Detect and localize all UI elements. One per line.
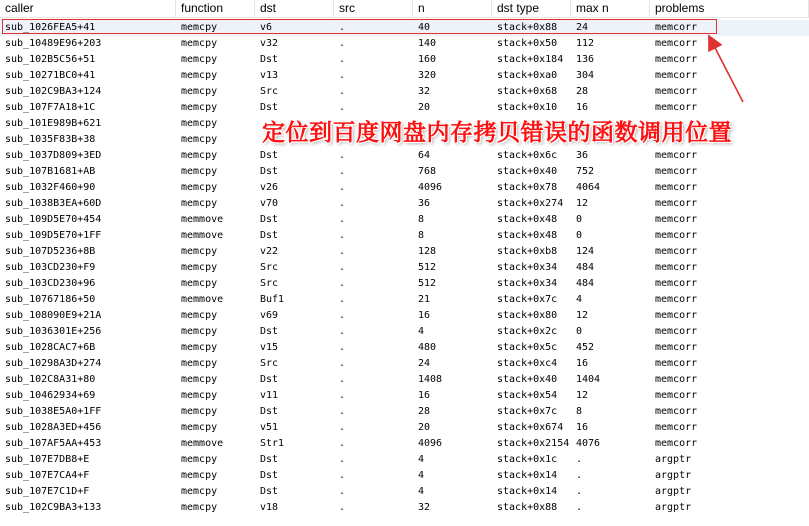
- cell-max-n: 28: [576, 86, 589, 97]
- cell-dst: Src: [260, 278, 279, 289]
- cell-src: .: [339, 102, 346, 113]
- cell-caller: sub_1028CAC7+6B: [5, 342, 96, 353]
- cell-max-n: 0: [576, 214, 583, 225]
- cell-problems: memcorr: [655, 406, 698, 417]
- cell-problems: memcorr: [655, 438, 698, 449]
- cell-src: .: [339, 326, 346, 337]
- cell-src: .: [339, 22, 346, 33]
- cell-n: 32: [418, 502, 431, 513]
- cell-src: .: [339, 358, 346, 369]
- cell-problems: memcorr: [655, 262, 698, 273]
- cell-dst: v11: [260, 390, 279, 401]
- cell-src: .: [339, 422, 346, 433]
- cell-problems: argptr: [655, 470, 692, 481]
- cell-n: 32: [418, 86, 431, 97]
- cell-dst-type: stack+0x34: [497, 262, 558, 273]
- cell-problems: memcorr: [655, 22, 698, 33]
- cell-max-n: 16: [576, 102, 589, 113]
- selected-row-highlight: [2, 19, 717, 34]
- cell-src: .: [339, 486, 346, 497]
- cell-dst-type: stack+0x5c: [497, 342, 558, 353]
- cell-function: memcpy: [181, 150, 218, 161]
- cell-dst: v22: [260, 246, 279, 257]
- cell-dst: Dst: [260, 102, 279, 113]
- cell-dst: v6: [260, 22, 273, 33]
- cell-function: memcpy: [181, 182, 218, 193]
- cell-caller: sub_107B1681+AB: [5, 166, 96, 177]
- cell-problems: memcorr: [655, 310, 698, 321]
- cell-caller: sub_108090E9+21A: [5, 310, 102, 321]
- cell-src: .: [339, 198, 346, 209]
- cell-n: 8: [418, 230, 425, 241]
- cell-src: .: [339, 262, 346, 273]
- cell-dst: v26: [260, 182, 279, 193]
- cell-function: memcpy: [181, 246, 218, 257]
- cell-n: 28: [418, 406, 431, 417]
- column-header-max-n[interactable]: max n: [571, 0, 650, 17]
- cell-max-n: .: [576, 486, 583, 497]
- cell-caller: sub_1036301E+256: [5, 326, 102, 337]
- cell-n: 160: [418, 54, 437, 65]
- cell-problems: memcorr: [655, 422, 698, 433]
- cell-caller: sub_10767186+50: [5, 294, 96, 305]
- cell-function: memcpy: [181, 502, 218, 513]
- cell-dst-type: stack+0x88: [497, 502, 558, 513]
- cell-caller: sub_1032F460+90: [5, 182, 96, 193]
- table-row[interactable]: [0, 436, 809, 452]
- table-header: [0, 0, 809, 18]
- cell-dst-type: stack+0x10: [497, 102, 558, 113]
- table-row[interactable]: [0, 484, 809, 500]
- cell-max-n: 0: [576, 326, 583, 337]
- cell-src: .: [339, 310, 346, 321]
- cell-function: memcpy: [181, 54, 218, 65]
- table-row[interactable]: [0, 276, 809, 292]
- table-row[interactable]: [0, 308, 809, 324]
- cell-dst-type: stack+0x80: [497, 310, 558, 321]
- cell-dst: v18: [260, 502, 279, 513]
- cell-max-n: 24: [576, 22, 589, 33]
- cell-problems: argptr: [655, 486, 692, 497]
- cell-src: .: [339, 230, 346, 241]
- cell-max-n: .: [576, 502, 583, 513]
- annotation-text: 定位到百度网盘内存拷贝错误的函数调用位置: [262, 120, 732, 146]
- table-row[interactable]: [0, 356, 809, 372]
- cell-dst: Src: [260, 262, 279, 273]
- cell-function: memcpy: [181, 22, 218, 33]
- cell-dst: Dst: [260, 486, 279, 497]
- cell-problems: memcorr: [655, 102, 698, 113]
- cell-function: memcpy: [181, 454, 218, 465]
- table-row[interactable]: [0, 388, 809, 404]
- cell-function: memcpy: [181, 262, 218, 273]
- cell-function: memmove: [181, 230, 224, 241]
- cell-function: memcpy: [181, 166, 218, 177]
- cell-dst-type: stack+0x78: [497, 182, 558, 193]
- cell-n: 480: [418, 342, 437, 353]
- cell-function: memmove: [181, 294, 224, 305]
- table-row[interactable]: [0, 244, 809, 260]
- cell-dst: Buf1: [260, 294, 285, 305]
- table-row[interactable]: [0, 292, 809, 308]
- cell-src: .: [339, 470, 346, 481]
- cell-max-n: 8: [576, 406, 583, 417]
- cell-problems: memcorr: [655, 86, 698, 97]
- cell-caller: sub_102B5C56+51: [5, 54, 96, 65]
- cell-src: .: [339, 438, 346, 449]
- cell-n: 64: [418, 150, 431, 161]
- cell-function: memcpy: [181, 102, 218, 113]
- cell-max-n: 0: [576, 230, 583, 241]
- cell-caller: sub_107E7CA4+F: [5, 470, 90, 481]
- cell-function: memmove: [181, 438, 224, 449]
- cell-n: 4: [418, 470, 425, 481]
- cell-max-n: 484: [576, 262, 595, 273]
- cell-function: memcpy: [181, 406, 218, 417]
- column-header-dst[interactable]: dst: [255, 0, 334, 17]
- cell-problems: argptr: [655, 454, 692, 465]
- cell-problems: memcorr: [655, 182, 698, 193]
- cell-max-n: 12: [576, 390, 589, 401]
- cell-max-n: 12: [576, 310, 589, 321]
- cell-dst: Dst: [260, 54, 279, 65]
- cell-dst-type: stack+0x184: [497, 54, 564, 65]
- cell-dst-type: stack+0x2c: [497, 326, 558, 337]
- cell-problems: memcorr: [655, 166, 698, 177]
- cell-dst: Src: [260, 86, 279, 97]
- cell-function: memmove: [181, 214, 224, 225]
- column-header-function[interactable]: function: [176, 0, 255, 17]
- cell-caller: sub_107AF5AA+453: [5, 438, 102, 449]
- cell-dst-type: stack+0x88: [497, 22, 558, 33]
- cell-max-n: 304: [576, 70, 595, 81]
- cell-n: 140: [418, 38, 437, 49]
- cell-n: 4096: [418, 438, 443, 449]
- cell-function: memcpy: [181, 198, 218, 209]
- cell-problems: memcorr: [655, 246, 698, 257]
- cell-dst: Dst: [260, 326, 279, 337]
- cell-problems: memcorr: [655, 150, 698, 161]
- cell-n: 768: [418, 166, 437, 177]
- table-row[interactable]: [0, 372, 809, 388]
- column-header-caller[interactable]: caller: [0, 0, 176, 17]
- cell-dst: Dst: [260, 166, 279, 177]
- cell-n: 512: [418, 278, 437, 289]
- cell-dst-type: stack+0x274: [497, 198, 564, 209]
- cell-src: .: [339, 294, 346, 305]
- cell-caller: sub_10298A3D+274: [5, 358, 102, 369]
- cell-dst-type: stack+0x7c: [497, 294, 558, 305]
- cell-dst: Dst: [260, 230, 279, 241]
- cell-caller: sub_1038E5A0+1FF: [5, 406, 102, 417]
- cell-n: 21: [418, 294, 431, 305]
- cell-src: .: [339, 214, 346, 225]
- cell-dst-type: stack+0x674: [497, 422, 564, 433]
- cell-max-n: 12: [576, 198, 589, 209]
- cell-caller: sub_1037D809+3ED: [5, 150, 102, 161]
- table-row[interactable]: [0, 84, 809, 100]
- cell-max-n: 484: [576, 278, 595, 289]
- cell-caller: sub_10462934+69: [5, 390, 96, 401]
- cell-caller: sub_102C9BA3+124: [5, 86, 102, 97]
- cell-dst: v32: [260, 38, 279, 49]
- table-row[interactable]: [0, 404, 809, 420]
- cell-n: 128: [418, 246, 437, 257]
- cell-n: 4: [418, 326, 425, 337]
- table-row[interactable]: [0, 212, 809, 228]
- cell-caller: sub_1038B3EA+60D: [5, 198, 102, 209]
- cell-dst: Dst: [260, 470, 279, 481]
- cell-n: 512: [418, 262, 437, 273]
- cell-max-n: 4: [576, 294, 583, 305]
- cell-max-n: 752: [576, 166, 595, 177]
- cell-n: 16: [418, 390, 431, 401]
- cell-caller: sub_1026FEA5+41: [5, 22, 96, 33]
- cell-max-n: 36: [576, 150, 589, 161]
- cell-problems: memcorr: [655, 198, 698, 209]
- cell-problems: memcorr: [655, 54, 698, 65]
- table-row[interactable]: [0, 180, 809, 196]
- cell-function: memcpy: [181, 342, 218, 353]
- cell-src: .: [339, 86, 346, 97]
- cell-dst-type: stack+0x48: [497, 230, 558, 241]
- cell-caller: sub_109D5E70+1FF: [5, 230, 102, 241]
- table-row[interactable]: [0, 324, 809, 340]
- cell-src: .: [339, 390, 346, 401]
- cell-n: 16: [418, 310, 431, 321]
- cell-function: memcpy: [181, 470, 218, 481]
- cell-function: memcpy: [181, 422, 218, 433]
- cell-n: 24: [418, 358, 431, 369]
- column-header-n[interactable]: n: [413, 0, 492, 17]
- table-row[interactable]: [0, 420, 809, 436]
- cell-problems: memcorr: [655, 390, 698, 401]
- cell-dst: v13: [260, 70, 279, 81]
- table-row[interactable]: [0, 500, 809, 516]
- cell-n: 4: [418, 454, 425, 465]
- cell-dst-type: stack+0x14: [497, 470, 558, 481]
- cell-src: .: [339, 38, 346, 49]
- cell-problems: memcorr: [655, 294, 698, 305]
- table-row[interactable]: [0, 468, 809, 484]
- cell-dst-type: stack+0x68: [497, 86, 558, 97]
- cell-dst: v70: [260, 198, 279, 209]
- table-row[interactable]: [0, 340, 809, 356]
- cell-dst-type: stack+0x2154: [497, 438, 570, 449]
- cell-dst: v51: [260, 422, 279, 433]
- table-row[interactable]: [0, 36, 809, 52]
- cell-dst-type: stack+0x50: [497, 38, 558, 49]
- cell-function: memcpy: [181, 326, 218, 337]
- table-row[interactable]: [0, 52, 809, 68]
- cell-dst-type: stack+0x7c: [497, 406, 558, 417]
- cell-problems: memcorr: [655, 278, 698, 289]
- cell-dst: Dst: [260, 374, 279, 385]
- cell-src: .: [339, 406, 346, 417]
- table-row[interactable]: [0, 68, 809, 84]
- cell-src: .: [339, 54, 346, 65]
- cell-src: .: [339, 246, 346, 257]
- cell-dst: Dst: [260, 454, 279, 465]
- column-header-dst-type[interactable]: dst type: [492, 0, 571, 17]
- cell-caller: sub_107E7C1D+F: [5, 486, 90, 497]
- cell-src: .: [339, 374, 346, 385]
- cell-problems: memcorr: [655, 38, 698, 49]
- cell-caller: sub_102C9BA3+133: [5, 502, 102, 513]
- cell-n: 4: [418, 486, 425, 497]
- cell-caller: sub_107E7DB8+E: [5, 454, 90, 465]
- cell-caller: sub_109D5E70+454: [5, 214, 102, 225]
- cell-dst: Dst: [260, 406, 279, 417]
- cell-function: memcpy: [181, 86, 218, 97]
- cell-dst-type: stack+0x40: [497, 166, 558, 177]
- cell-caller: sub_107F7A18+1C: [5, 102, 96, 113]
- cell-problems: memcorr: [655, 358, 698, 369]
- cell-n: 4096: [418, 182, 443, 193]
- cell-function: memcpy: [181, 38, 218, 49]
- cell-function: memcpy: [181, 310, 218, 321]
- cell-n: 40: [418, 22, 431, 33]
- cell-dst-type: stack+0x6c: [497, 150, 558, 161]
- cell-problems: memcorr: [655, 374, 698, 385]
- cell-function: memcpy: [181, 70, 218, 81]
- cell-dst-type: stack+0xa0: [497, 70, 558, 81]
- cell-n: 1408: [418, 374, 443, 385]
- cell-dst-type: stack+0x14: [497, 486, 558, 497]
- cell-function: memcpy: [181, 374, 218, 385]
- table-row[interactable]: [0, 148, 809, 164]
- table-row[interactable]: [0, 260, 809, 276]
- cell-dst: Str1: [260, 438, 285, 449]
- cell-max-n: 124: [576, 246, 595, 257]
- cell-max-n: 112: [576, 38, 595, 49]
- cell-max-n: 452: [576, 342, 595, 353]
- cell-problems: memcorr: [655, 230, 698, 241]
- cell-max-n: 1404: [576, 374, 601, 385]
- cell-caller: sub_102C8A31+80: [5, 374, 96, 385]
- cell-src: .: [339, 454, 346, 465]
- cell-function: memcpy: [181, 278, 218, 289]
- cell-n: 8: [418, 214, 425, 225]
- cell-dst: Dst: [260, 150, 279, 161]
- cell-n: 20: [418, 102, 431, 113]
- cell-src: .: [339, 502, 346, 513]
- cell-src: .: [339, 166, 346, 177]
- cell-dst: v15: [260, 342, 279, 353]
- cell-max-n: 4064: [576, 182, 601, 193]
- cell-dst-type: stack+0x40: [497, 374, 558, 385]
- cell-n: 20: [418, 422, 431, 433]
- cell-caller: sub_101E989B+621: [5, 118, 102, 129]
- cell-problems: memcorr: [655, 70, 698, 81]
- cell-src: .: [339, 182, 346, 193]
- cell-n: 320: [418, 70, 437, 81]
- cell-function: memcpy: [181, 358, 218, 369]
- cell-max-n: .: [576, 454, 583, 465]
- cell-max-n: 16: [576, 422, 589, 433]
- cell-dst: v69: [260, 310, 279, 321]
- cell-function: memcpy: [181, 486, 218, 497]
- column-header-src[interactable]: src: [334, 0, 413, 17]
- table-row[interactable]: [0, 228, 809, 244]
- cell-dst-type: stack+0x48: [497, 214, 558, 225]
- cell-max-n: .: [576, 470, 583, 481]
- cell-dst-type: stack+0x54: [497, 390, 558, 401]
- cell-caller: sub_1035F83B+38: [5, 134, 96, 145]
- cell-dst-type: stack+0xc4: [497, 358, 558, 369]
- cell-problems: memcorr: [655, 342, 698, 353]
- results-table: [0, 20, 809, 516]
- cell-caller: sub_10489E96+203: [5, 38, 102, 49]
- cell-caller: sub_107D5236+8B: [5, 246, 96, 257]
- column-header-problems[interactable]: problems: [650, 0, 809, 17]
- table-row[interactable]: [0, 196, 809, 212]
- table-row[interactable]: [0, 452, 809, 468]
- cell-src: .: [339, 150, 346, 161]
- cell-function: memcpy: [181, 118, 218, 129]
- cell-dst: Dst: [260, 214, 279, 225]
- cell-problems: argptr: [655, 502, 692, 513]
- cell-caller: sub_103CD230+96: [5, 278, 96, 289]
- cell-caller: sub_1028A3ED+456: [5, 422, 102, 433]
- cell-function: memcpy: [181, 390, 218, 401]
- cell-n: 36: [418, 198, 431, 209]
- cell-problems: memcorr: [655, 214, 698, 225]
- cell-problems: memcorr: [655, 326, 698, 337]
- cell-dst-type: stack+0x34: [497, 278, 558, 289]
- cell-caller: sub_103CD230+F9: [5, 262, 96, 273]
- cell-max-n: 4076: [576, 438, 601, 449]
- cell-dst-type: stack+0xb8: [497, 246, 558, 257]
- cell-max-n: 16: [576, 358, 589, 369]
- cell-dst-type: stack+0x1c: [497, 454, 558, 465]
- table-row[interactable]: [0, 164, 809, 180]
- cell-caller: sub_10271BC0+41: [5, 70, 96, 81]
- cell-function: memcpy: [181, 134, 218, 145]
- cell-src: .: [339, 278, 346, 289]
- cell-max-n: 136: [576, 54, 595, 65]
- cell-src: .: [339, 70, 346, 81]
- cell-dst: Src: [260, 358, 279, 369]
- cell-src: .: [339, 342, 346, 353]
